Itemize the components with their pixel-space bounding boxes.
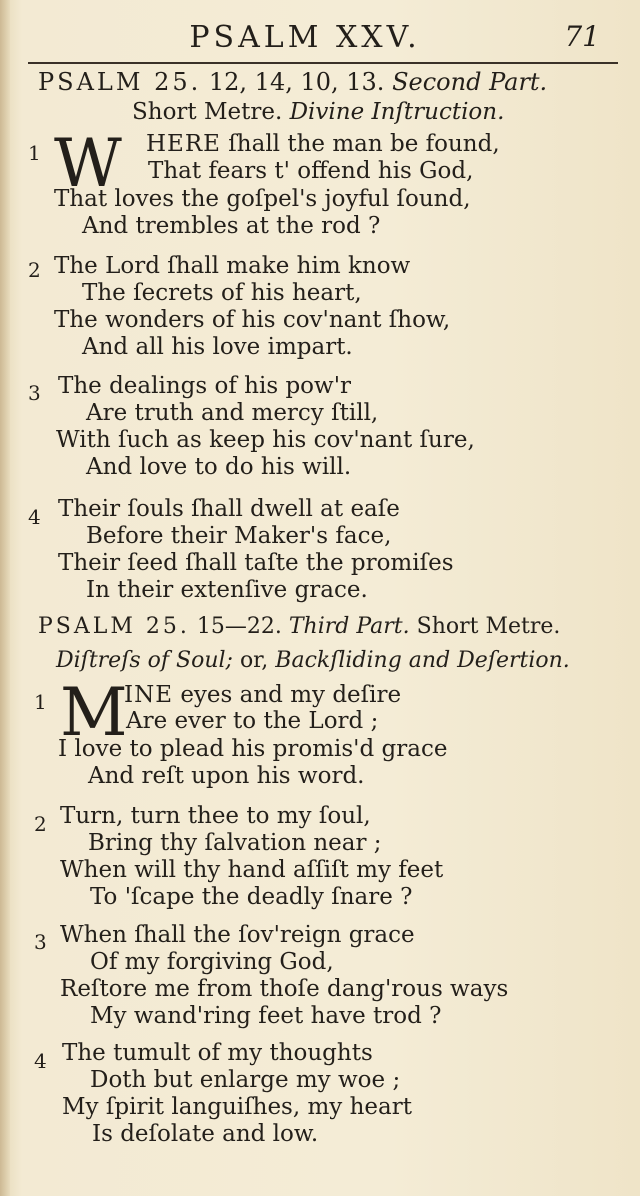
verse-line: The tumult of my thoughts bbox=[62, 1040, 373, 1066]
third-part-heading bbox=[38, 614, 560, 639]
psalm-label: PSALM 25. bbox=[38, 68, 202, 96]
third-part-subheading bbox=[56, 648, 570, 673]
hymn-title: Diſtreſs of Soul; bbox=[56, 648, 233, 673]
verse-range: 12, 14, 10, 13. bbox=[208, 68, 385, 96]
psalm-label: PSALM 25. bbox=[38, 614, 190, 639]
second-part-heading bbox=[38, 68, 547, 96]
running-head-title: PSALM XXV. bbox=[189, 20, 421, 55]
stanza-number: 2 bbox=[28, 258, 41, 282]
stanza-number: 4 bbox=[34, 1049, 47, 1073]
stanza-number: 2 bbox=[34, 812, 47, 836]
metre-label: Short Metre. bbox=[416, 614, 561, 639]
verse-line: That loves the goſpel's joyful ſound, bbox=[54, 186, 471, 212]
verse-line: Before their Maker's face, bbox=[86, 523, 392, 549]
stanza-number: 3 bbox=[28, 381, 41, 405]
verse-line: In their extenſive grace. bbox=[86, 577, 368, 603]
verse-line: And all his love impart. bbox=[82, 334, 353, 360]
conjunction: or, bbox=[239, 648, 269, 673]
verse-line: The wonders of his cov'nant ſhow, bbox=[54, 307, 451, 333]
page-number: 71 bbox=[564, 20, 600, 53]
drop-cap: W bbox=[54, 125, 122, 202]
verse-range: 15—22. bbox=[196, 614, 282, 639]
verse-line: And love to do his will. bbox=[86, 454, 352, 480]
verse-line: My wand'ring feet have trod ? bbox=[90, 1003, 442, 1029]
verse-line: Reſtore me from thoſe dang'rous ways bbox=[60, 976, 509, 1002]
verse-line: With ſuch as keep his cov'nant ſure, bbox=[56, 427, 475, 453]
metre-label: Short Metre. bbox=[132, 99, 283, 125]
verse-line: And reſt upon his word. bbox=[88, 763, 365, 789]
stanza-number: 3 bbox=[34, 930, 47, 954]
header-rule bbox=[28, 62, 618, 64]
drop-cap: M bbox=[60, 674, 128, 751]
stanza-number: 4 bbox=[28, 505, 41, 529]
page-edge bbox=[0, 0, 10, 1196]
verse-line: Doth but enlarge my woe ; bbox=[90, 1067, 401, 1093]
hymn-title-alt: Backſliding and Deſertion. bbox=[275, 648, 570, 673]
verse-line: That fears t' offend his God, bbox=[148, 158, 474, 184]
part-label: Second Part. bbox=[392, 68, 548, 96]
verse-line: HERE ſhall the man be found, bbox=[146, 131, 500, 157]
verse-line: Their ſouls ſhall dwell at eaſe bbox=[58, 496, 400, 522]
stanza-number: 1 bbox=[34, 690, 47, 714]
verse-line: Are ever to the Lord ; bbox=[126, 708, 379, 734]
verse-line: Of my forgiving God, bbox=[90, 949, 334, 975]
verse-line: Their ſeed ſhall taſte the promiſes bbox=[58, 550, 454, 576]
verse-line: Are truth and mercy ſtill, bbox=[86, 400, 379, 426]
verse-line: When will thy hand aſſiſt my feet bbox=[60, 857, 444, 883]
verse-line: The ſecrets of his heart, bbox=[82, 280, 362, 306]
part-label: Third Part. bbox=[288, 614, 410, 639]
verse-line: Bring thy ſalvation near ; bbox=[88, 830, 382, 856]
verse-line: When ſhall the ſov'reign grace bbox=[60, 922, 415, 948]
verse-line: My ſpirit languiſhes, my heart bbox=[62, 1094, 412, 1120]
stanza-number: 1 bbox=[28, 141, 41, 165]
hymn-title: Divine Inſtruction. bbox=[289, 99, 505, 125]
verse-line: Turn, turn thee to my ſoul, bbox=[60, 803, 371, 829]
first-word-caps: INE bbox=[124, 682, 173, 708]
verse-line: INE eyes and my deſire bbox=[124, 682, 402, 708]
first-word-caps: HERE bbox=[146, 131, 221, 157]
verse-line: Is deſolate and low. bbox=[92, 1121, 319, 1147]
verse-line: The Lord ſhall make him know bbox=[54, 253, 411, 279]
verse-line: The dealings of his pow'r bbox=[58, 373, 352, 399]
running-head bbox=[0, 20, 640, 60]
verse-line: And trembles at the rod ? bbox=[82, 213, 381, 239]
verse-line: I love to plead his promis'd grace bbox=[58, 736, 448, 762]
second-part-subheading bbox=[132, 99, 504, 125]
verse-line: To 'ſcape the deadly ſnare ? bbox=[90, 884, 413, 910]
